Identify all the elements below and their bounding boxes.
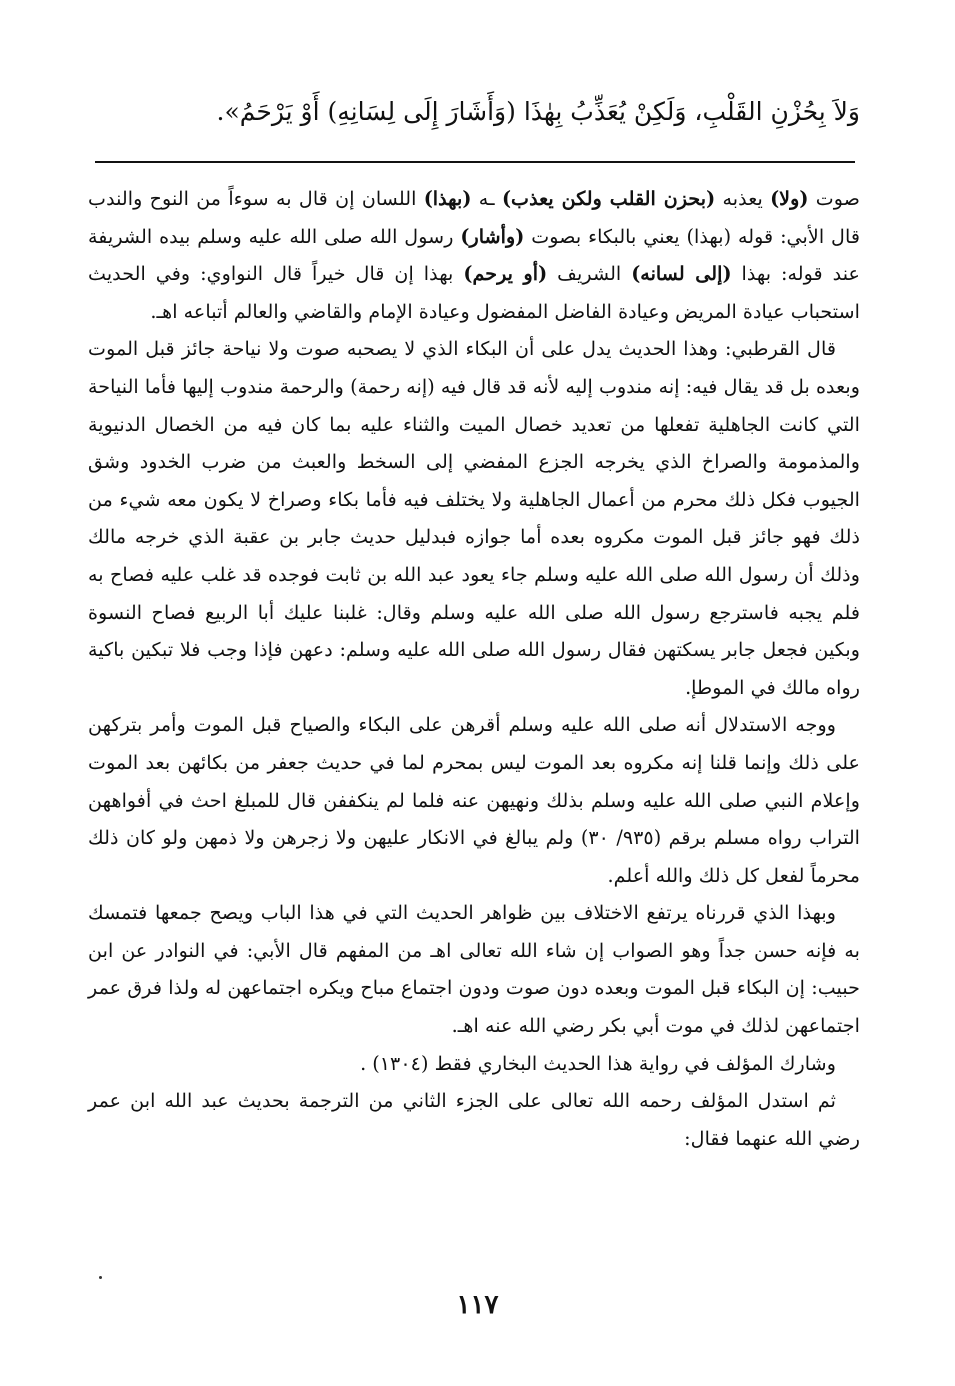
scan-speck <box>99 1276 102 1279</box>
text-run: اللسان إن قال به سوءاً من النوح والندب قال الأبي: قوله (بهذا) يعني بالبكاء بصوت <box>88 187 860 248</box>
quoted-term: (وأشار) <box>460 224 525 248</box>
text-run: الشريف <box>547 262 632 286</box>
quoted-term: (أو يرحم) <box>463 262 548 286</box>
text-run: بهذا إن قال خيراً قال النواوي: وفي الحديث استحباب عيادة المريض وعيادة الفاضل المفضول وعيادة الإمام والقاضي والعالم أتباعه اهـ. <box>88 262 860 323</box>
commentary-paragraph-6: ثم استدل المؤلف رحمه الله تعالى على الجزء الثاني من الترجمة بحديث عبد الله ابن عمر رضي الله عنهما فقال: <box>88 1089 860 1150</box>
text-run: يعذبه <box>715 187 771 210</box>
commentary-paragraph-4: وبهذا الذي قررناه يرتفع الاختلاف بين ظواهر الحديث التي في هذا الباب ويصح جمعها فتمسك به فإنه حسن جداً وهو الصواب إن شاء الله تعالى اهـ من المفهم قال الأبي: في النوادر عن ابن حبيب: إن البكاء قبل الموت وبعده دون صوت ودون اجتماع مباح ويكره اجتماعهن له ولذا فرق عمر اجتماعهن لذلك في موت أبي بكر رضي الله عنه اهـ. <box>88 901 860 1038</box>
quoted-term: (إلى لسانه) <box>631 262 732 286</box>
text-run: ـه <box>471 187 502 210</box>
commentary-paragraph-3: ووجه الاستدلال أنه صلى الله عليه وسلم أقرهن على البكاء والصياح قبل الموت وأمر بتركهن على ذلك وإنما قلنا إنه مكروه بعد الموت ليس بمحرم لما في حديث جعفر من بكائهن بعد الموت وإعلام النبي صلى الله عليه وسلم بذلك ونهيهن عنه فلما لم ينكففن قال للمبلغ احث في أفواههن التراب رواه مسلم برقم (٩٣٥/ ٣٠) ولم يبالغ في الانكار عليهن ولا زجرهن ولا ذمهن ولو كان ذلك محرماً لفعل كل ذلك والله أعلم. <box>88 713 861 887</box>
quoted-term: (بهذا) <box>423 187 472 210</box>
commentary-paragraph-5: وشارك المؤلف في رواية هذا الحديث البخاري فقط (١٣٠٤) . <box>360 1051 836 1075</box>
commentary-block <box>88 180 860 1157</box>
commentary-paragraph-1 <box>88 180 860 330</box>
quoted-term: (بحزن القلب ولكن يعذب) <box>501 187 716 210</box>
text-run: صوت <box>808 187 861 210</box>
page-number: ١١٧ <box>456 1290 499 1320</box>
footnote-divider <box>95 161 855 163</box>
text-run: رسول الله صلى الله عليه وسلم بيده الشريفة عند قوله: بهذا <box>88 224 860 286</box>
hadith-text-line: وَلاَ بِحُزْنِ القَلْبِ، وَلَكِنْ يُعَذِّبُ بِهٰذَا (وَأَشَارَ إِلَى لِسَانِهِ) أَوْ يَرْحَمُ». <box>216 97 860 126</box>
commentary-paragraph-2: قال القرطبي: وهذا الحديث يدل على أن البكاء الذي لا يصحبه صوت ولا نياحة جائز قبل الموت وبعده بل قد يقال فيه: إنه مندوب إليه لأنه قد قال فيه (إنه رحمة) والرحمة مندوب إليها فأما النياحة التي كانت الجاهلية تفعلها من تعديد خصال الميت والثناء عليه بما كان فيه من الخصال الدنيوية والمذمومة والصراخ الذي يخرجه الجزع المفضي إلى السخط والعبث من ضرب الخدود وشق الجيوب فكل ذلك محرم من أعمال الجاهلية ولا يختلف فيه فأما بكاء وصراخ لا يكون معه شيء من ذلك فهو جائز قبل الموت مكروه بعده أما جوازه فبدليل حديث جابر بن عقبة الذي خرجه مالك وذلك أن رسول الله صلى الله عليه وسلم جاء يعود عبد الله بن ثابت فوجده قد غلب عليه فصاح به فلم يجبه فاسترجع رسول الله صلى الله عليه وسلم وقال: غلبنا عليك أبا الربيع فصاح النسوة وبكين فجعل جابر يسكتهن فقال رسول الله صلى الله عليه وسلم: دعهن فإذا وجب فلا تبكين باكية رواه مالك في الموطإ. <box>88 337 860 699</box>
quoted-term: (ولا) <box>770 187 809 210</box>
